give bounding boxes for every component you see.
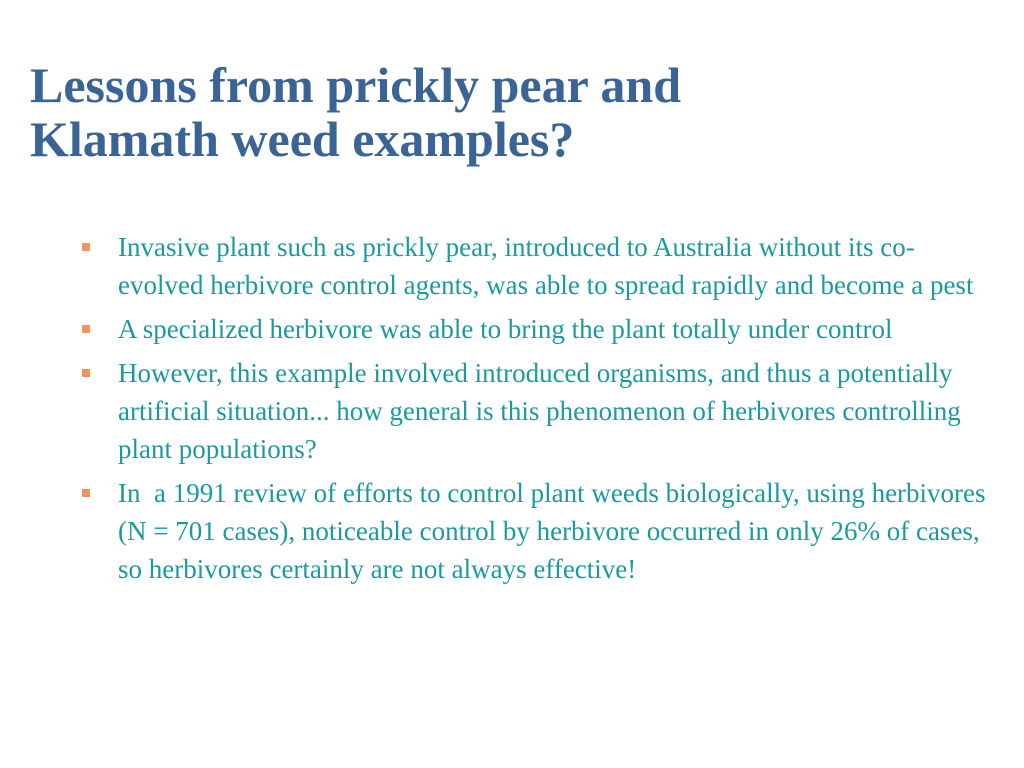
bullet-item bbox=[80, 310, 990, 348]
bullet-text: A specialized herbivore was able to bring the plant totally under control bbox=[118, 314, 893, 344]
square-bullet-icon bbox=[82, 243, 90, 251]
square-bullet-icon bbox=[82, 489, 90, 497]
bullet-text: However, this example involved introduced organisms, and thus a potentially artificial situation... how general is this phenomenon of herbivores controlling plant populations? bbox=[118, 358, 968, 464]
square-bullet-icon bbox=[82, 325, 90, 333]
slide-title-line-2: Klamath weed examples? bbox=[30, 111, 575, 167]
bullet-item bbox=[80, 354, 990, 468]
bullet-item bbox=[80, 228, 990, 304]
bullet-text: In a 1991 review of efforts to control plant weeds biologically, using herbivores (N = 701 cases), noticeable control by herbivore occurred in only 26% of cases, so herbivores certainly are not always effective! bbox=[118, 478, 993, 584]
bullet-list bbox=[80, 228, 993, 594]
bullet-item bbox=[80, 474, 993, 588]
bullet-text: Invasive plant such as prickly pear, introduced to Australia without its co-evolved herbivore control agents, was able to spread rapidly and become a pest bbox=[118, 232, 974, 300]
slide-title-line-1: Lessons from prickly pear and bbox=[30, 57, 682, 113]
slide-title bbox=[30, 58, 990, 166]
square-bullet-icon bbox=[82, 369, 90, 377]
